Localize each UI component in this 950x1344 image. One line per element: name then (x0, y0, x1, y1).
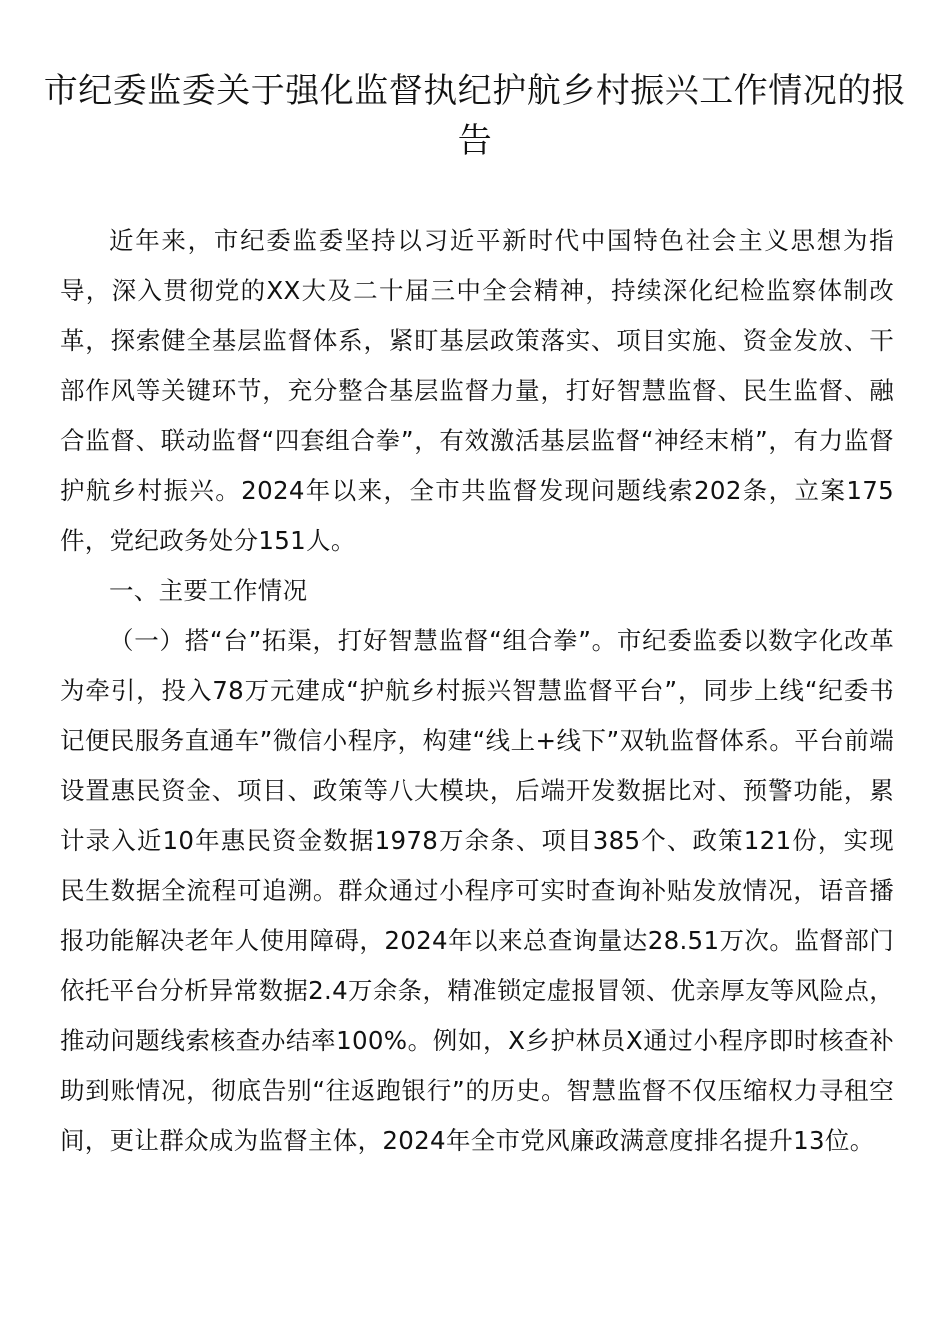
intro-paragraph: 近年来，市纪委监委坚持以习近平新时代中国特色社会主义思想为指导，深入贯彻党的XX大及二十届三中全会精神，持续深化纪检监察体制改革，探索健全基层监督体系，紧盯基层政策落实、项目实施、资金发放、干部作风等关键环节，充分整合基层监督力量，打好智慧监督、民生监督、融合监督、联动监督“四套组合拳”，有效激活基层监督“神经末梢”，有力监督护航乡村振兴。2024年以来，全市共监督发现问题线索202条，立案175件，党纪政务处分151人。 (60, 226, 894, 555)
section-heading: 一、主要工作情况 (109, 576, 308, 605)
document-title: 市纪委监委关于强化监督执纪护航乡村振兴工作情况的报告 (43, 71, 907, 161)
subsection-paragraph: （一）搭“台”拓渠，打好智慧监督“组合拳”。市纪委监委以数字化改革为牵引，投入78万元建成“护航乡村振兴智慧监督平台”，同步上线“纪委书记便民服务直通车”微信小程序，构建“线上+线下”双轨监督体系。平台前端设置惠民资金、项目、政策等八大模块，后端开发数据比对、预警功能，累计录入近10年惠民资金数据1978万余条、项目385个、政策121份，实现民生数据全流程可追溯。群众通过小程序可实时查询补贴发放情况，语音播报功能解决老年人使用障碍，2024年以来总查询量达28.51万次。监督部门依托平台分析异常数据2.4万余条，精准锁定虚报冒领、优亲厚友等风险点，推动问题线索核查办结率100%。例如，X乡护林员X通过小程序即时核查补助到账情况，彻底告别“往返跑银行”的历史。智慧监督不仅压缩权力寻租空间，更让群众成为监督主体，2024年全市党风廉政满意度排名提升13位。 (60, 626, 894, 1155)
document-body (60, 216, 894, 1166)
